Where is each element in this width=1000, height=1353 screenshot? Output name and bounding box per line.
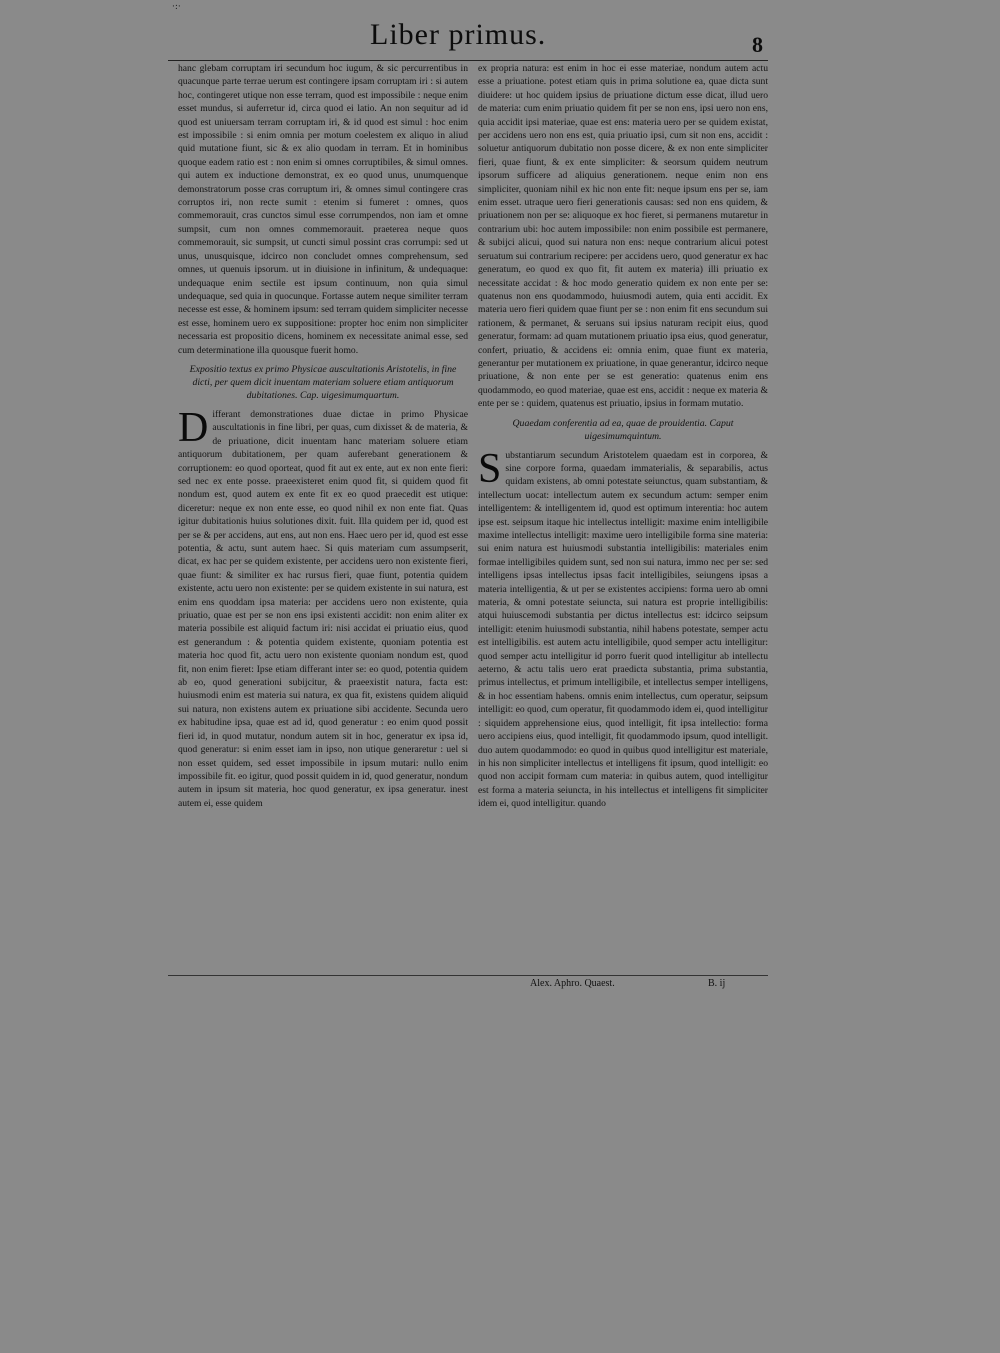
header-rule	[168, 60, 768, 61]
drop-cap-s: S	[478, 445, 502, 492]
corner-mark: ·:·	[172, 2, 181, 12]
right-paragraph-2	[478, 445, 768, 811]
left-column	[178, 62, 468, 810]
right-paragraph-2-text: ubstantiarum secundum Aristotelem quaedam est in corporea, & sine corpore forma, quaedam immaterialis, & separabilis, actus quidam existens, ab omni potestate seiunctus, quam substantiam, & intellectum uocat: intellectum autem ex secundum actum: semper enim intelligentem: & intelligentem id, quod est optimum interentia: hoc autem ipse est. seipsum itaque hic intellectus intelligit: maxime enim intelligibile maxime intellectus intelligit: maxime uero intelligibile forma sine materia: sui enim natura est huiusmodi substantia intelligibilis: materiales enim formae intelligibiles quidem sunt, sed non sui natura, immo nec per se: sed intelligens ipsas intellectus ipsas facit intelligibiles, seiungens ipsas a materia intelligentia, & ut per se existentes accipiens: forma uero ab omni materia, & omni potestate seiuncta, sui natura est proprie intelligibilis: atqui huiuscemodi substantia per dictus intellectus est: idcirco seipsum intelligit: etenim huiusmodi substantia, nihil habens potestate, semper actu est intelligibilis. est autem actu intelligibile, quod semper actu intelligitur: quod semper actu intelligitur id porro fuerit quod intelligitur ab intellectu aeterno, & actu talis uero erat praedicta substantia, prima substantia, primus intellectus, et primum intelligibile, et intellectus semper intelligens, & in hoc essentiam habens. omnis enim intellectus, cum operatur, seipsum intelligit: eo quod, cum operatur, fit quodammodo idem ei, quod intelligitur : siquidem apprehensione eius, quod intelligit, fit ipsa intellectio: forma uero accipiens eius, quod intelligit, fit quodammodo ipsum, quod intelligit. duo autem quodammodo: eo quod in quibus quod intelligitur est materiale, in his non simpliciter intellectus et intelligens fit ipsum, quod intelligit: eo quod non accipit formam cum materia: in quibus autem, quod intelligitur est forma a materia seiuncta, in his intellectus et intelligens fit simpliciter idem ei, quod intelligitur. quando	[478, 449, 768, 810]
left-paragraph-2-text: ifferant demonstrationes duae dictae in primo Physicae auscultationis in fine libri, per quas, cum dixisset & de materia, & de priuatione, dicit inuentam hanc materiam soluere etiam antiquorum dubitationem, per quam auferebant generationem & corruptionem: eo quod oporteat, quod fit aut ex ente, aut ex non ente fieri: sed nec ex ente posse. praeexisteret enim quod fit, si quidem quod fit nondum est, quod autem ex ente fit ex eo quod praecedit est utique: diceretur: neque ex non ente esse, eo quod nihil ex non ente fiat. Quas igitur dubitationis huius solutiones dixit. fuit. Illa quidem per id, quod est per se & per accidens, aut ens, aut non ens. Haec uero per id, quod est esse potentia, & actu, sunt autem haec. Si quis materiam cum assumpserit, dicat, ex hac per se quidem existente, per accidens uero non existente fieri, quae fiunt: & similiter ex hac rursus fieri, quae fiunt, potentia quidem existente, actu uero non existente: per se quidem existente in sui natura, est enim ens quoddam ipsa materia: per accidens uero non existente, quia priuatio, quae est per se non ens ipsi existenti accidit: non enim aliter ex materia possibile est aliquid factum iri: nisi accidat ei priuatio eius, quod est generandum : & potentia quidem existente, quoniam potentia est materia hoc quod fit, actu uero non existente quoniam nondum est, quod fit, non enim fieret: Ipse etiam differant inter se: eo quod, potentia quidem ab eo, quod generationi subijcitur, & praeexistit natura, facta est: huiusmodi enim est materia sui natura, ex qua fit, existens quidem aliquid sui natura, non existens autem ex priuatione sibi accidente. Secunda uero ex habitudine ipsa, quae est ad id, quod generatur : eo enim quod possit fieri id, in quod mutatur, nondum autem sit in hoc, generatur ex ipsa id, quod generatur: si enim esset iam in ipso, non utique generaretur : uel si non esset quidem, sed esset impossibile in ipsum mutari: nullo enim impossibile fit. eo igitur, quod possit quidem in id, quod generatur, nondum autem in ipsum sit materia, hoc quod generatur, ex ipsa generatur. inest autem ei, esse quidem	[178, 408, 468, 809]
signature-mark: B. ij	[708, 978, 726, 989]
chapter-heading-25: Quaedam conferentia ad ea, quae de prouidentia. Caput uigesimumquintum.	[512, 417, 734, 442]
left-paragraph-2	[178, 404, 468, 810]
left-paragraph-1: hanc glebam corruptam iri secundum hoc iugum, & sic percurrentibus in quacunque parte terrae uerum est contingere ipsam corruptam iri : si autem hoc, contingeret utique non esse terram, quod est impossibile : neque enim esset mundus, si auferretur id, circa quod ei latio. An non sequitur ad id quod est uniuersam terram corruptam iri, & id quod est simul : hoc enim est impossibile : si enim omnia per motum coelestem ex aliquo in aliud quid mutatione fiunt, sic & ex alio quodam in terram. Et in hominibus quoque eadem ratio est : non enim si omnes corruptibiles, & simul omnes. qui autem ex inductione demonstrat, ex eo quod unus, unumquenque demonstratorum posse cras corruptum iri, & omnes simul contingere cras corruptos iri, non recte sumit : etenim si fumeret : omnes, quos commemorauit, cras cunctos simul esse corrumpendos, non iam et omne sumpsit, cum non omnes commemorauit. praeterea neque quos commemorauit, sic sumpsit, ut cuncti simul possint cras corrumpi: sed ut unus, unusquisque, idcirco non concludet omnes comprehensum, sed omnes, ut quenuis ipsorum. ut in diuisione in infinitum, & undequaque: undequaque enim sectile est ipsum continuum, non quia simul undequaque, sed quia in quocunque. Fortasse autem neque similiter terram necesse est esse, & hominem ipsum: sed terram quidem simpliciter necesse est esse, hominem uero ex suppositione: propter hoc enim non simpliciter necessaria est propositio dicens, hominem ex necessitate animal esse, sed cum determinatione illa quousque fuerit homo.	[178, 63, 468, 356]
drop-cap-d: D	[178, 404, 209, 451]
footer-rule	[168, 975, 768, 976]
running-title: Liber primus.	[370, 18, 547, 51]
chapter-heading-24: Expositio textus ex primo Physicae auscultationis Aristotelis, in fine dicti, per quem dicit inuentam materiam soluere etiam antiquorum dubitationes. Cap. uigesimumquartum.	[189, 363, 457, 401]
page-number: 8	[752, 32, 763, 57]
catchword: Alex. Aphro. Quaest.	[530, 978, 615, 989]
right-paragraph-1: ex propria natura: est enim in hoc ei esse materiae, nondum autem actu esse a priuatione. potest etiam quis in prima solutione ea, quae dicta sunt diuidere: ut hoc quidem ipsius de priuatione dictum esse dicat, illud uero de materia: cum enim priuatio quidem fit per se non ens, ipsi uero non ens, quia accidit ipsi materiae, quae est ens: materia uero per se quidem existat, per accidens uero non ens est, quia priuatio ipsi, cum sit non ens, accidit : soluetur antiquorum dubitatio non posse dicere, & ex non ente simpliciter fieri, quae fiunt, & ex ente simpliciter: & seorsum quidem neutrum ipsorum sufficere ad aliquius generationem. neque enim non ens simpliciter, quoniam nihil ex hic non ente fit: neque ipsum ens per se, iam enim esset. utraque uero fieri generationis causas: sed non ens quidem, & priuationem non per se: aliquoque ex hoc fieret, si permanens mutaretur in contrarium ubi: hoc autem impossibile: non enim possibile est permanere, & subijci alicui, quod sui natura non ens: neque contrarium alicui potest seruatum sui contrarium recipere: per accidens uero, quod generatur ex hac generatum, eo quod ex quo fit, fit autem ex materia) illi priuatio ex necessitate accidat : & hoc modo generatio quidem ex non ente per se: quatenus non ens quodammodo, huiusmodi autem, quia enti accidit. Ex materia uero fieri quidem quae fiunt per se : non enim fit ens secundum sui rationem, & permanet, & seruans sui ipsius naturam recipit eius, quod generatur, formam: ad quam mutationem priuatio ipsa eius, quod generatur, confert, priuatio, & accidens ei: omnia enim, quae fiunt ex materia, generantur per mutationem ex priuatione, in quae generantur, idcirco neque priuatione, & non ente per se est generatio: quatenus enim ens quodammodo, eo quod materiae, quae est ens, accidit : neque ex materia & ente per se : quidem, quatenus est priuatio, ipsius in formam mutatio.	[478, 63, 768, 410]
right-column	[478, 62, 768, 811]
